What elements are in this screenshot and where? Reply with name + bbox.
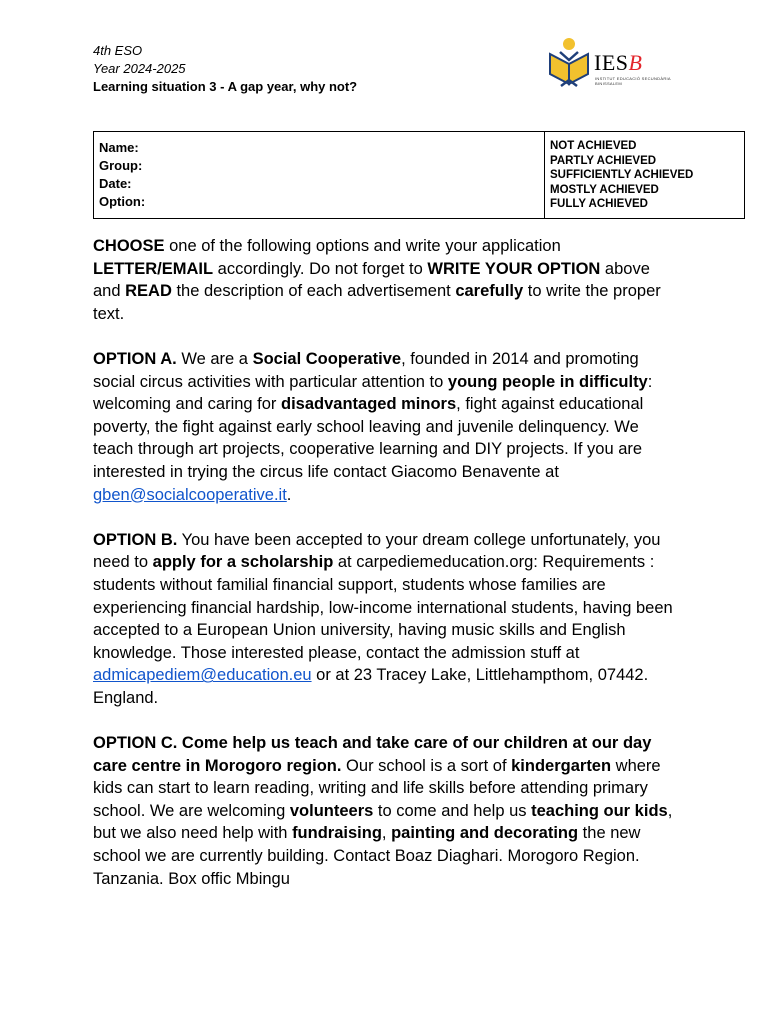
level-sufficiently-achieved: SUFFICIENTLY ACHIEVED bbox=[550, 169, 694, 181]
level-not-achieved: NOT ACHIEVED bbox=[550, 140, 637, 152]
document-body bbox=[93, 235, 673, 913]
group-field-label: Group: bbox=[99, 158, 143, 173]
name-field-label: Name: bbox=[99, 140, 139, 155]
student-info-table bbox=[93, 131, 745, 219]
option-b-email-link[interactable]: admicapediem@education.eu bbox=[93, 666, 312, 685]
student-fields-cell bbox=[94, 132, 545, 219]
course-label: 4th ESO bbox=[93, 43, 143, 58]
level-fully-achieved: FULLY ACHIEVED bbox=[550, 198, 648, 210]
option-b-paragraph: OPTION B. You have been accepted to your dream college unfortunately, you need to apply for a scholarship at carpediemeducation.org: Requirements : students without familial financial support, students whose families are experiencing financial hardship, low-income international students, having been accepted to a European Union university, having music skills and English knowledge. Those interested please, contact the admission stuff at admicapediem@education.eu or at 23 Tracey Lake, Littlehampthom, 07442. England. bbox=[93, 530, 673, 707]
option-c-paragraph: OPTION C. Come help us teach and take care of our children at our day care centre in Morogoro region. Our school is a sort of kindergarten where kids can start to learn reading, writing and life skills before attending primary school. We are welcoming volunteers to come and help us teaching our kids, but we also need help with fundraising, painting and decorating the new school we are currently building. Contact Boaz Diaghari. Morogoro Region. Tanzania. Box offic Mbingu bbox=[93, 734, 673, 888]
logo-subtitle: INSTITUT EDUCACIÓ SECUNDÀRIA BINISSALEM bbox=[595, 76, 671, 86]
intro-paragraph: CHOOSE one of the following options and write your application LETTER/EMAIL accordingly. Do not forget to WRITE YOUR OPTION above and READ the description of each advertisement carefully to write the proper text. bbox=[93, 237, 661, 323]
year-label: Year 2024-2025 bbox=[93, 61, 186, 76]
situation-title: Learning situation 3 - A gap year, why not? bbox=[93, 79, 358, 94]
document-header bbox=[93, 42, 357, 96]
option-a-email-link[interactable]: gben@socialcooperative.it bbox=[93, 485, 287, 504]
logo-wordmark: IESB bbox=[594, 50, 643, 75]
level-mostly-achieved: MOSTLY ACHIEVED bbox=[550, 183, 659, 196]
option-field-label: Option: bbox=[99, 194, 146, 209]
achievement-levels-cell bbox=[545, 132, 745, 219]
book-reader-icon bbox=[546, 36, 592, 92]
date-field-label: Date: bbox=[99, 176, 132, 191]
school-logo bbox=[546, 36, 676, 92]
option-a-paragraph: OPTION A. We are a Social Cooperative, founded in 2014 and promoting social circus activities with particular attention to young people in difficulty: welcoming and caring for disadvantaged minors, fight against educational poverty, the fight against early school leaving and juvenile delinquency. We teach through art projects, cooperative learning and DIY projects. If you are interested in trying the circus life contact Giacomo Benavente at gben@socialcooperative.it. bbox=[93, 349, 653, 504]
level-partly-achieved: PARTLY ACHIEVED bbox=[550, 154, 657, 167]
